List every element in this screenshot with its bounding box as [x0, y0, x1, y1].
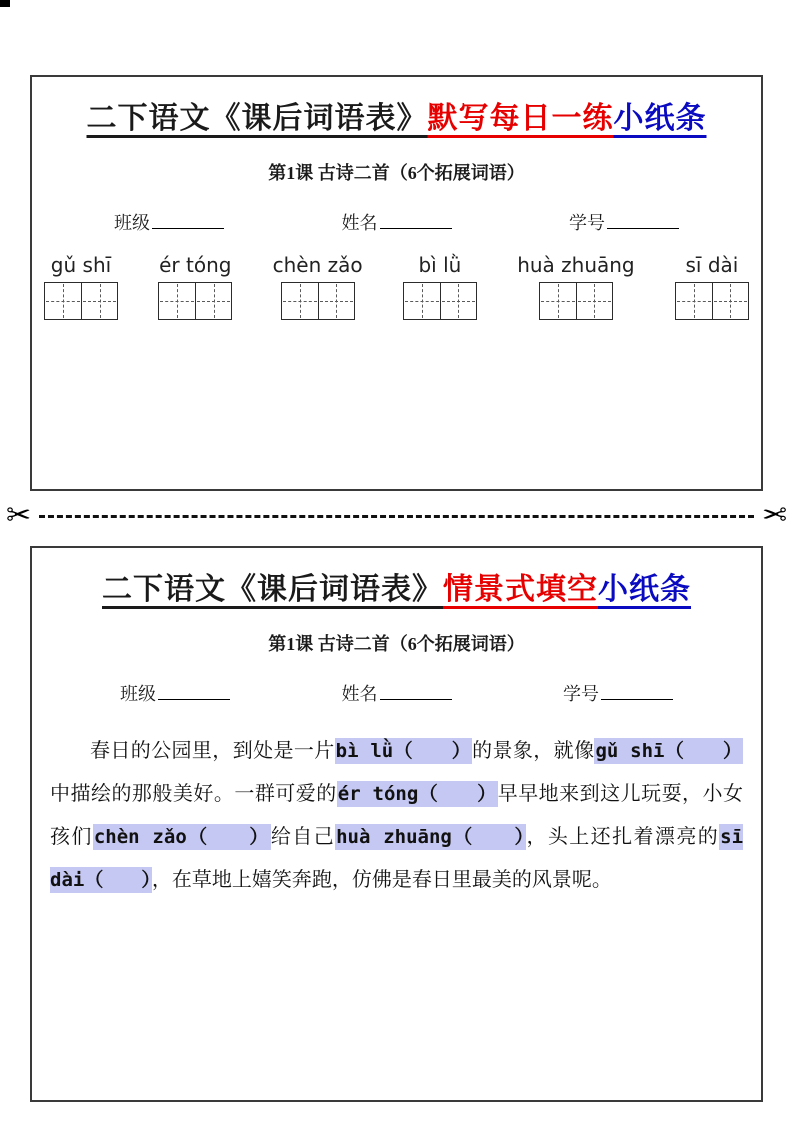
- story-text-segment: 中描绘的那般美好。一群可爱的: [50, 783, 337, 805]
- story-paragraph: [50, 730, 743, 902]
- title-part-black: 二下语文《课后词语表》: [86, 102, 428, 135]
- word-column: [675, 253, 749, 320]
- story-text-segment: 给自己: [270, 826, 336, 848]
- writing-box: [282, 283, 318, 319]
- fill-in-blank-title: [48, 564, 745, 608]
- dictation-strip-section: [30, 75, 763, 491]
- story-text-segment: 春日的公园里，到处是一片: [90, 740, 335, 762]
- scissors-icon: ✂: [6, 499, 32, 532]
- writing-grid: [539, 282, 613, 320]
- writing-box: [45, 283, 81, 319]
- word-column: [44, 253, 118, 320]
- fill-in-blank-strip-section: [30, 546, 763, 1102]
- class-label: 班级: [114, 213, 150, 233]
- word-column: [517, 253, 634, 320]
- story-text-segment: 早早地来到这儿玩耍，小女孩们: [50, 783, 744, 848]
- name-label: 姓名: [341, 213, 378, 233]
- writing-box: [440, 283, 476, 319]
- story-text-segment: 的景象，就像: [472, 740, 595, 762]
- title-part-black: 二下语文《课后词语表》: [102, 573, 443, 606]
- pinyin-blank-segment: huà zhuāng（ ）: [336, 826, 526, 848]
- pinyin-blank-segment: gǔ shī（ ）: [595, 740, 743, 762]
- name-blank-line: [380, 682, 452, 700]
- writing-grid: [675, 282, 749, 320]
- writing-box: [159, 283, 195, 319]
- pinyin-label: ér tóng: [159, 253, 232, 277]
- student-number-blank-line: [601, 682, 673, 700]
- writing-box: [81, 283, 117, 319]
- pinyin-blank-segment: bì lǜ（ ）: [335, 740, 472, 762]
- writing-box: [404, 283, 440, 319]
- title-part-blue: 小纸条: [613, 102, 707, 135]
- scan-artifact: [0, 0, 10, 7]
- writing-grid: [403, 282, 477, 320]
- pinyin-blank-segment: ér tóng（ ）: [337, 783, 497, 805]
- writing-box: [576, 283, 612, 319]
- class-label: 班级: [120, 684, 156, 704]
- dictation-title: [42, 93, 751, 137]
- writing-grid: [44, 282, 118, 320]
- student-number-field: [563, 680, 673, 706]
- title-part-red: 默写每日一练: [427, 102, 614, 135]
- student-info-row: [48, 680, 745, 706]
- word-column: [273, 253, 363, 320]
- class-field: [114, 209, 224, 235]
- word-column: [158, 253, 232, 320]
- story-text-segment: ，头上还扎着漂亮的: [526, 826, 720, 848]
- pinyin-blank-segment: chèn zǎo（ ）: [93, 826, 270, 848]
- scissors-icon: ✂: [761, 499, 787, 532]
- pinyin-label: gǔ shī: [50, 253, 112, 277]
- student-info-row: [42, 209, 751, 235]
- pinyin-blank-segment: sī dài（ ）: [50, 826, 744, 891]
- class-field: [120, 680, 230, 706]
- name-field: [342, 209, 452, 235]
- student-number-field: [569, 209, 679, 235]
- lesson-subtitle: 第1课 古诗二首（6个拓展词语）: [268, 634, 525, 654]
- pinyin-label: bì lǜ: [418, 253, 462, 277]
- writing-box: [676, 283, 712, 319]
- class-blank-line: [152, 211, 224, 229]
- name-label: 姓名: [341, 684, 378, 704]
- student-number-blank-line: [607, 211, 679, 229]
- student-number-label: 学号: [563, 684, 599, 704]
- writing-box: [540, 283, 576, 319]
- writing-grid: [158, 282, 232, 320]
- name-field: [342, 680, 452, 706]
- pinyin-label: sī dài: [685, 253, 739, 277]
- writing-box: [318, 283, 354, 319]
- dashed-cut-line: [39, 515, 754, 518]
- pinyin-writing-row: [42, 253, 751, 320]
- title-part-red: 情景式填空: [443, 573, 598, 606]
- lesson-subtitle: 第1课 古诗二首（6个拓展词语）: [268, 163, 525, 183]
- cut-line-divider: [6, 498, 787, 534]
- name-blank-line: [380, 211, 452, 229]
- story-text-segment: ，在草地上嬉笑奔跑，仿佛是春日里最美的风景呢。: [151, 869, 612, 891]
- class-blank-line: [158, 682, 230, 700]
- title-part-blue: 小纸条: [598, 573, 691, 606]
- pinyin-label: chèn zǎo: [272, 253, 363, 277]
- word-column: [403, 253, 477, 320]
- student-number-label: 学号: [569, 213, 605, 233]
- writing-grid: [281, 282, 355, 320]
- writing-box: [712, 283, 748, 319]
- pinyin-label: huà zhuāng: [517, 253, 635, 277]
- writing-box: [195, 283, 231, 319]
